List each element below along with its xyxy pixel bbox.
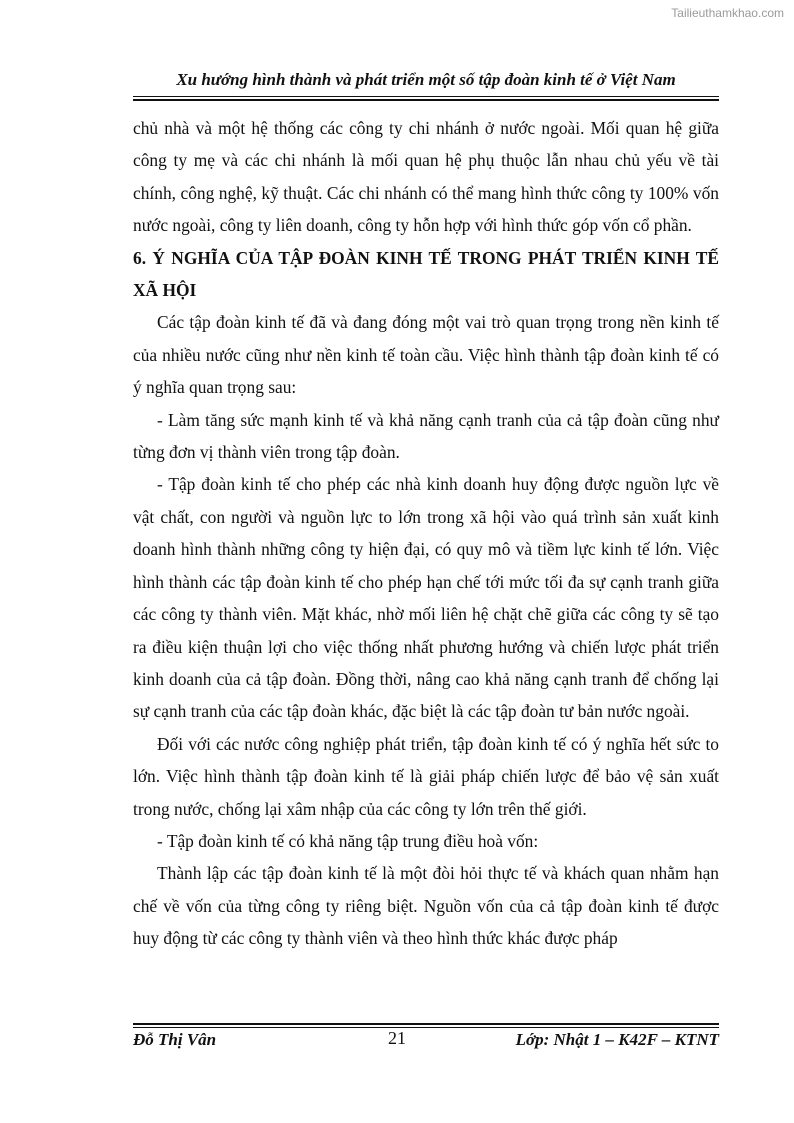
paragraph-1: chủ nhà và một hệ thống các công ty chi nhánh ở nước ngoài. Mối quan hệ giữa công ty mẹ và các chi nhánh là mối quan hệ phụ thuộc lẫn nhau chủ yếu về tài chính, công nghệ, kỹ thuật. Các chi nhánh có thể mang hình thức công ty 100% vốn nước ngoài, công ty liên doanh, công ty hỗn hợp với hình thức góp vốn cổ phần.	[133, 118, 719, 236]
footer-author: Đỗ Thị Vân	[133, 1030, 217, 1049]
page-number: 21	[388, 1028, 406, 1048]
footer-class-info: Lớp: Nhật 1 – K42F – KTNT	[515, 1030, 719, 1049]
paragraph-5: Đối với các nước công nghiệp phát triển, tập đoàn kinh tế có ý nghĩa hết sức to lớn. Việc hình thành tập đoàn kinh tế là giải pháp chiến lược để bảo vệ sản xuất trong nước, chống lại xâm nhập của các công ty lớn trên thế giới.	[133, 733, 719, 819]
footer-rule-thick	[133, 1023, 719, 1025]
header-rule-thin	[133, 96, 719, 97]
page-header-title: Xu hướng hình thành và phát triển một số tập đoàn kinh tế ở Việt Nam	[176, 70, 676, 89]
header-rule-thick	[133, 99, 719, 101]
document-body	[133, 112, 719, 955]
watermark: Tailieuthamkhao.com	[671, 6, 784, 20]
paragraph-4: - Tập đoàn kinh tế cho phép các nhà kinh doanh huy động được nguồn lực về vật chất, con người và nguồn lực to lớn trong xã hội vào quá trình sản xuất kinh doanh hình thành những công ty hiện đại, có quy mô và tiềm lực kinh tế lớn. Việc hình thành các tập đoàn kinh tế cho phép hạn chế tới mức tối đa sự cạnh tranh giữa các công ty thành viên. Mặt khác, nhờ mối liên hệ chặt chẽ giữa các công ty sẽ tạo ra điều kiện thuận lợi cho việc thống nhất phương hướng và chiến lược phát triển kinh doanh của cả tập đoàn. Đồng thời, nâng cao khả năng cạnh tranh để chống lại sự cạnh tranh của các tập đoàn khác, đặc biệt là các tập đoàn tư bản nước ngoài.	[133, 474, 719, 722]
paragraph-6: - Tập đoàn kinh tế có khả năng tập trung điều hoà vốn:	[157, 830, 539, 851]
paragraph-7: Thành lập các tập đoàn kinh tế là một đòi hỏi thực tế và khách quan nhằm hạn chế về vốn của từng công ty riêng biệt. Nguồn vốn của cả tập đoàn kinh tế được huy động từ các công ty thành viên và theo hình thức khác được pháp	[133, 863, 719, 949]
paragraph-3: - Làm tăng sức mạnh kinh tế và khả năng cạnh tranh của cả tập đoàn cũng như từng đơn vị thành viên trong tập đoàn.	[133, 409, 719, 463]
paragraph-2: Các tập đoàn kinh tế đã và đang đóng một vai trò quan trọng trong nền kinh tế của nhiều nước cũng như nền kinh tế toàn cầu. Việc hình thành tập đoàn kinh tế có ý nghĩa quan trọng sau:	[133, 312, 719, 398]
section-heading: 6. Ý NGHĨA CỦA TẬP ĐOÀN KINH TẾ TRONG PHÁT TRIỂN KINH TẾ XÃ HỘI	[133, 247, 719, 301]
